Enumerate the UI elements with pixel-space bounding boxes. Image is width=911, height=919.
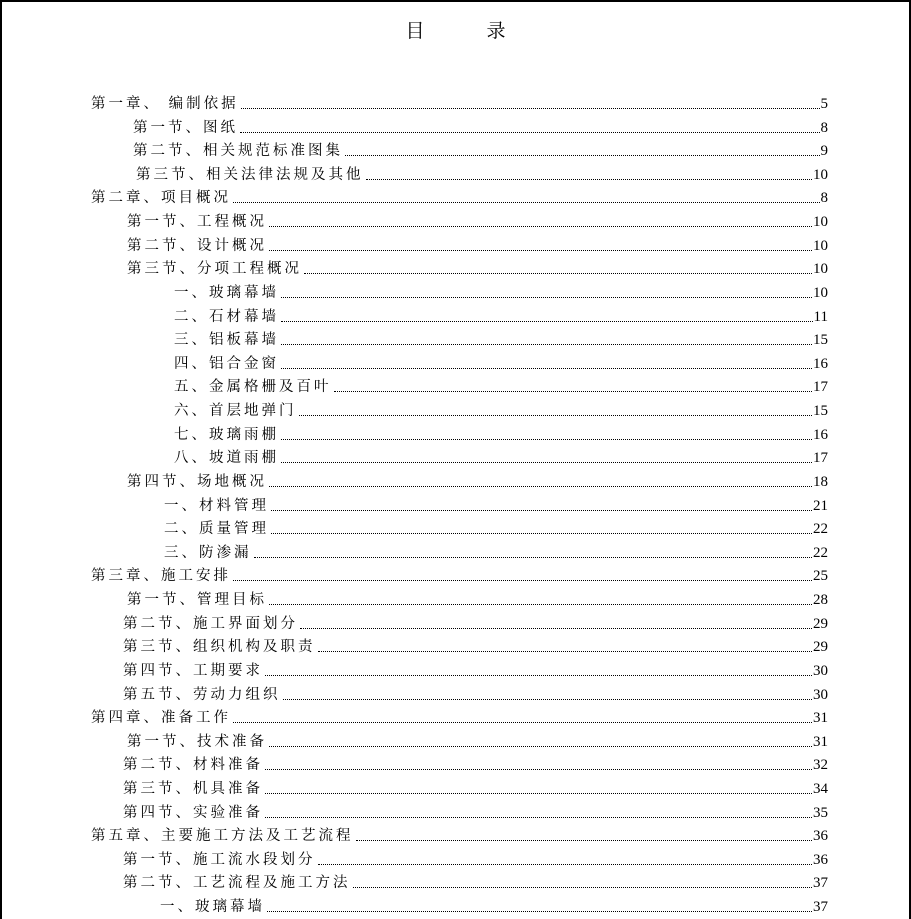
toc-entry-label: 六、首层地弹门 xyxy=(174,403,297,420)
toc-entry[interactable] xyxy=(123,682,828,704)
toc-entry[interactable] xyxy=(127,256,828,278)
toc-dot-leader xyxy=(265,675,812,676)
toc-entry-label: 第四节、场地概况 xyxy=(127,473,267,490)
toc-page-number: 25 xyxy=(813,568,828,585)
toc-entry-label: 一、材料管理 xyxy=(164,497,269,514)
toc-dot-leader xyxy=(269,604,812,605)
toc-page-number: 37 xyxy=(813,899,828,916)
toc-page-number: 8 xyxy=(820,119,828,136)
toc-entry-label: 第二节、材料准备 xyxy=(123,757,263,774)
toc-page-number: 34 xyxy=(813,780,828,797)
toc-page-number: 36 xyxy=(813,828,828,845)
toc-entry-label: 第二章、项目概况 xyxy=(91,190,231,207)
toc-page-number: 10 xyxy=(813,166,828,183)
toc-dot-leader xyxy=(241,108,820,109)
toc-dot-leader xyxy=(300,628,812,629)
toc-entry-label: 七、玻璃雨棚 xyxy=(174,426,279,443)
toc-page-number: 35 xyxy=(813,804,828,821)
toc-entry-label: 第一节、施工流水段划分 xyxy=(123,851,316,868)
toc-entry-label: 第三节、组织机构及职责 xyxy=(123,639,316,656)
toc-page-number: 9 xyxy=(820,143,828,160)
toc-entry-label: 四、铝合金窗 xyxy=(174,355,279,372)
toc-entry[interactable] xyxy=(91,705,828,727)
toc-page-number: 15 xyxy=(813,332,828,349)
toc-entry-label: 二、质量管理 xyxy=(164,521,269,538)
toc-entry-label: 八、坡道雨棚 xyxy=(174,450,279,467)
toc-entry[interactable] xyxy=(174,398,828,420)
toc-entry-label: 三、防渗漏 xyxy=(164,544,252,561)
toc-entry[interactable] xyxy=(123,847,828,869)
toc-page-number: 29 xyxy=(813,615,828,632)
toc-page-number: 18 xyxy=(813,473,828,490)
toc-dot-leader xyxy=(318,864,813,865)
toc-dot-leader xyxy=(281,439,812,440)
toc-page-number: 31 xyxy=(813,733,828,750)
toc-page-number: 17 xyxy=(813,379,828,396)
toc-page-number: 37 xyxy=(813,875,828,892)
toc-dot-leader xyxy=(254,557,813,558)
toc-dot-leader xyxy=(356,840,813,841)
toc-entry[interactable] xyxy=(133,138,828,160)
toc-entry[interactable] xyxy=(123,800,828,822)
toc-entry[interactable] xyxy=(164,493,828,515)
toc-dot-leader xyxy=(304,273,812,274)
toc-entry[interactable] xyxy=(91,91,828,113)
toc-entry[interactable] xyxy=(123,634,828,656)
toc-page-number: 16 xyxy=(813,355,828,372)
toc-entry-label: 第一节、图纸 xyxy=(133,119,238,136)
toc-dot-leader xyxy=(334,391,813,392)
toc-entry-label: 一、玻璃幕墙 xyxy=(160,899,265,916)
toc-dot-leader xyxy=(299,415,813,416)
toc-dot-leader xyxy=(265,817,812,818)
toc-entry-label: 第三章、施工安排 xyxy=(91,568,231,585)
toc-dot-leader xyxy=(283,699,813,700)
toc-dot-leader xyxy=(269,226,812,227)
toc-page-number: 36 xyxy=(813,851,828,868)
toc-entry[interactable] xyxy=(174,327,828,349)
toc-dot-leader xyxy=(281,462,812,463)
toc-entry-label: 二、石材幕墙 xyxy=(174,308,279,325)
toc-entry-label: 第五节、劳动力组织 xyxy=(123,686,281,703)
toc-dot-leader xyxy=(345,155,820,156)
toc-dot-leader xyxy=(269,250,812,251)
toc-page-number: 22 xyxy=(813,521,828,538)
toc-entry-label: 第一节、工程概况 xyxy=(127,214,267,231)
toc-entry-label: 第一节、技术准备 xyxy=(127,733,267,750)
toc-dot-leader xyxy=(267,911,812,912)
toc-entry[interactable] xyxy=(91,563,828,585)
toc-dot-leader xyxy=(281,321,813,322)
toc-dot-leader xyxy=(240,132,820,133)
toc-dot-leader xyxy=(233,202,820,203)
toc-entry[interactable] xyxy=(123,752,828,774)
toc-entry-label: 第一章、 编制依据 xyxy=(91,96,239,112)
toc-dot-leader xyxy=(271,533,812,534)
toc-entry-label: 一、玻璃幕墙 xyxy=(174,284,279,301)
toc-entry[interactable] xyxy=(174,280,828,302)
toc-entry-label: 第五章、主要施工方法及工艺流程 xyxy=(91,828,354,845)
toc-entry[interactable] xyxy=(127,587,828,609)
toc-entry[interactable] xyxy=(164,540,828,562)
toc-entry-label: 第四节、工期要求 xyxy=(123,662,263,679)
toc-page-number: 29 xyxy=(813,639,828,656)
toc-page-number: 8 xyxy=(820,190,828,207)
toc-entry[interactable] xyxy=(123,870,828,892)
toc-entry-label: 五、金属格栅及百叶 xyxy=(174,379,332,396)
toc-entry-label: 第四章、准备工作 xyxy=(91,710,231,727)
toc-entry[interactable] xyxy=(127,233,828,255)
toc-entry[interactable] xyxy=(164,516,828,538)
toc-page-number: 22 xyxy=(813,544,828,561)
toc-page-number: 10 xyxy=(813,284,828,301)
toc-page-number: 32 xyxy=(813,757,828,774)
toc-page-number: 16 xyxy=(813,426,828,443)
toc-page-number: 15 xyxy=(813,403,828,420)
toc-dot-leader xyxy=(281,368,812,369)
toc-entry[interactable] xyxy=(174,304,828,326)
toc-dot-leader xyxy=(281,297,812,298)
toc-title: 目 录 xyxy=(405,20,534,42)
toc-dot-leader xyxy=(233,580,812,581)
toc-page-number: 28 xyxy=(813,592,828,609)
toc-entry[interactable] xyxy=(174,351,828,373)
toc-entry[interactable] xyxy=(174,445,828,467)
toc-dot-leader xyxy=(271,510,812,511)
toc-dot-leader xyxy=(265,769,812,770)
toc-entry[interactable] xyxy=(174,374,828,396)
toc-page-number: 11 xyxy=(813,308,828,325)
toc-entry-label: 第二节、施工界面划分 xyxy=(123,615,298,632)
toc-dot-leader xyxy=(269,486,812,487)
toc-dot-leader xyxy=(281,344,812,345)
toc-entry-label: 三、铝板幕墙 xyxy=(174,332,279,349)
toc-entry-label: 第二节、工艺流程及施工方法 xyxy=(123,875,351,892)
toc-entry-label: 第四节、实验准备 xyxy=(123,804,263,821)
toc-entry-label: 第二节、设计概况 xyxy=(127,237,267,254)
toc-dot-leader xyxy=(366,179,813,180)
toc-entry-label: 第一节、管理目标 xyxy=(127,592,267,609)
toc-page-number: 31 xyxy=(813,710,828,727)
toc-page-number: 21 xyxy=(813,497,828,514)
toc-entry[interactable] xyxy=(127,209,828,231)
toc-page-number: 5 xyxy=(820,96,828,112)
toc-entry[interactable] xyxy=(123,658,828,680)
toc-entry-label: 第三节、机具准备 xyxy=(123,780,263,797)
toc-entry-label: 第二节、相关规范标准图集 xyxy=(133,143,343,160)
toc-page-number: 17 xyxy=(813,450,828,467)
toc-dot-leader xyxy=(233,722,812,723)
toc-entry[interactable] xyxy=(133,115,828,137)
toc-page-number: 30 xyxy=(813,662,828,679)
toc-entry[interactable] xyxy=(136,162,828,184)
toc-page-number: 10 xyxy=(813,237,828,254)
toc-entry-label: 第三节、相关法律法规及其他 xyxy=(136,166,364,183)
toc-entry[interactable] xyxy=(127,469,828,491)
toc-dot-leader xyxy=(318,651,813,652)
toc-page-number: 30 xyxy=(813,686,828,703)
toc-page-number: 10 xyxy=(813,214,828,231)
toc-entry[interactable] xyxy=(160,894,828,916)
toc-page-number: 10 xyxy=(813,261,828,278)
toc-dot-leader xyxy=(265,793,812,794)
toc-entry[interactable] xyxy=(91,823,828,845)
toc-entry[interactable] xyxy=(174,422,828,444)
toc-entry[interactable] xyxy=(127,729,828,751)
toc-dot-leader xyxy=(353,887,813,888)
toc-entry[interactable] xyxy=(123,611,828,633)
toc-entry-label: 第三节、分项工程概况 xyxy=(127,261,302,278)
toc-entry[interactable] xyxy=(91,185,828,207)
toc-entry[interactable] xyxy=(123,776,828,798)
toc-dot-leader xyxy=(269,746,812,747)
